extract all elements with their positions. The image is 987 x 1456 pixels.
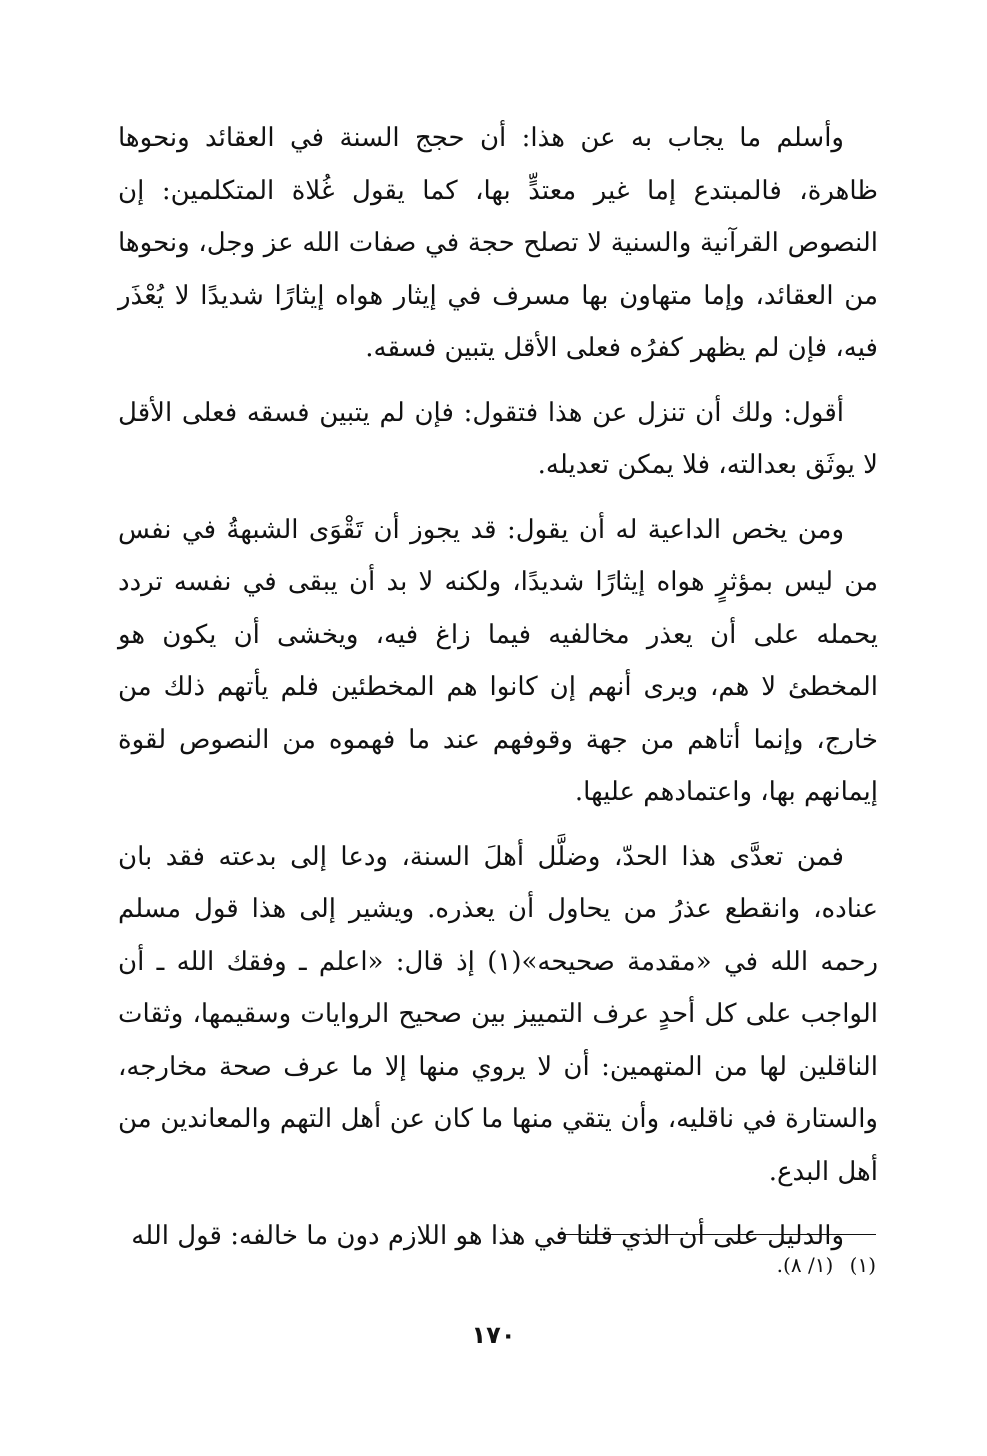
page-number: ١٧٠ <box>471 1321 516 1349</box>
paragraph-5: والدليل على أن الذي قلنا في هذا هو اللازم دون ما خالفه: قول الله <box>131 1221 844 1251</box>
footnote-divider <box>560 1234 876 1235</box>
paragraph-3: ومن يخص الداعية له أن يقول: قد يجوز أن تَقْوَى الشبهةُ في نفس من ليس بمؤثرٍ هواه إيثارًا شديدًا، ولكنه لا بد أن يبقى في نفسه تردد يحمله على أن يعذر مخالفيه فيما زاغ فيه، ويخشى أن يكون هو المخطئ لا هم، ويرى أنهم إن كانوا هم المخطئين فلم يأتهم ذلك من خارج، وإنما أتاهم من جهة وقوفهم عند ما فهموه من النصوص لقوة إيمانهم بها، واعتمادهم عليها. <box>118 514 878 807</box>
paragraph-2: أقول: ولك أن تنزل عن هذا فتقول: فإن لم يتبين فسقه فعلى الأقل لا يوثَق بعدالته، فلا يمكن تعديله. <box>118 397 878 480</box>
paragraph-1: وأسلم ما يجاب به عن هذا: أن حجج السنة في العقائد ونحوها ظاهرة، فالمبتدع إما غير معتدٍّ بها، كما يقول غُلاة المتكلمين: إن النصوص القرآنية والسنية لا تصلح حجة في صفات الله عز وجل، ونحوها من العقائد، وإما متهاون بها مسرف في إيثار هواه إيثارًا شديدًا لا يُعْذَر فيه، فإن لم يظهر كفرُه فعلى الأقل يتبين فسقه. <box>118 123 878 363</box>
page-body <box>118 112 878 1275</box>
paragraph-4: فمن تعدَّى هذا الحدّ، وضلَّل أهلَ السنة، ودعا إلى بدعته فقد بان عناده، وانقطع عذرُ من يحاول أن يعذره. ويشير إلى هذا قول مسلم رحمه الله في «مقدمة صحيحه»(١) إذ قال: «اعلم ـ وفقك الله ـ أن الواجب على كل أحدٍ عرف التمييز بين صحيح الروايات وسقيمها، وثقات الناقلين لها من المتهمين: أن لا يروي منها إلا ما عرف صحة مخارجه، والستارة في ناقليه، وأن يتقي منها ما كان عن أهل التهم والمعاندين من أهل البدع. <box>118 841 878 1187</box>
footnote-text: (١/ ٨). <box>776 1253 834 1277</box>
footnote-number: (١) <box>849 1253 876 1277</box>
footnote <box>560 1250 876 1280</box>
